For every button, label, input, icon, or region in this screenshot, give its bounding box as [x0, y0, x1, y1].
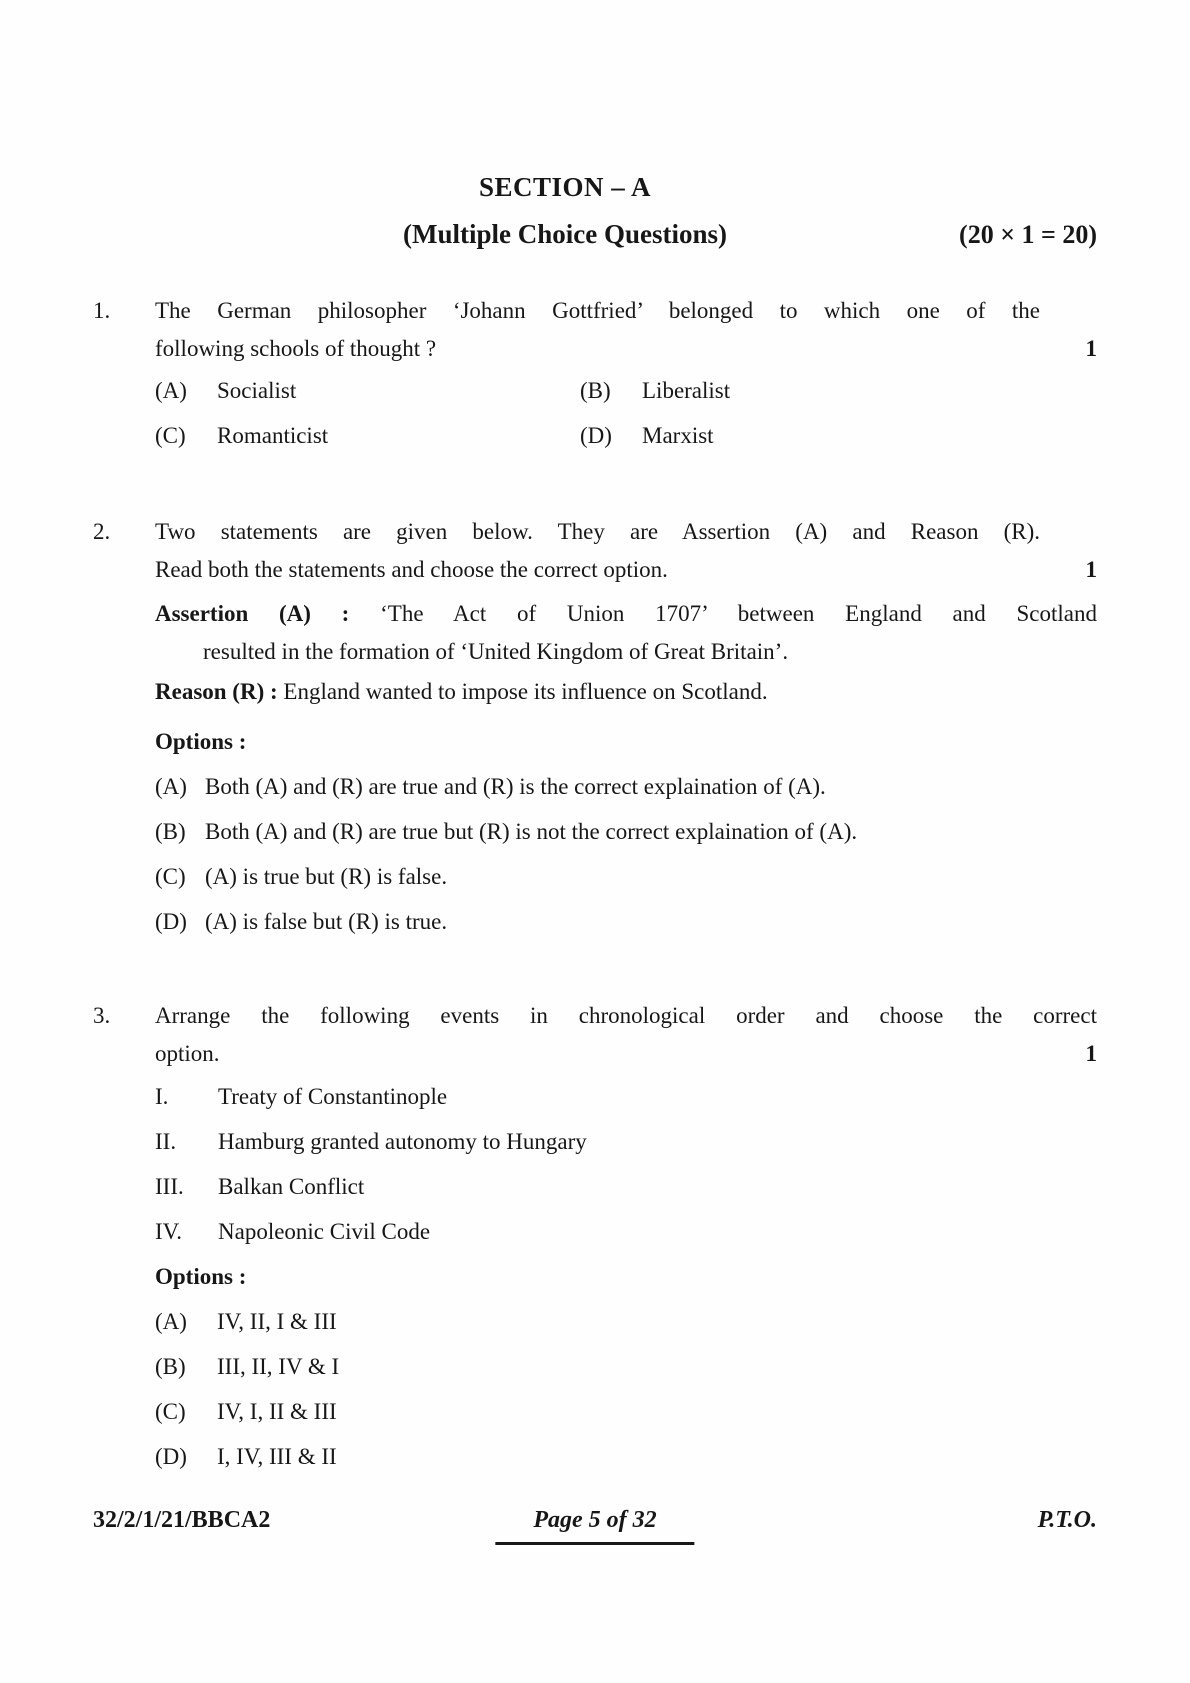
question-2-line-1: Two statements are given below. They are Assertion (A) and Reason (R).: [155, 519, 1040, 544]
paper-code: 32/2/1/21/BBCA2: [93, 1507, 271, 1533]
option-c-text: Romanticist: [217, 423, 329, 448]
question-2-option-d: [155, 903, 1097, 941]
assertion-label: Assertion (A) :: [155, 601, 350, 626]
option-b-label: (B): [155, 1354, 186, 1379]
page-indicator: Page 5 of 32: [495, 1505, 694, 1545]
reason-label: Reason (R) :: [155, 679, 278, 704]
option-b-label: (B): [155, 819, 186, 844]
question-1-number: 1.: [93, 298, 111, 323]
question-2-body: [155, 513, 1097, 948]
question-2-options-heading: Options :: [155, 729, 247, 754]
question-2-option-b: [155, 813, 1097, 851]
item-2-text: Hamburg granted autonomy to Hungary: [218, 1129, 587, 1154]
question-3-options-heading: Options :: [155, 1264, 247, 1289]
option-c-label: (C): [155, 423, 186, 448]
option-d-label: (D): [155, 909, 187, 934]
question-3-line-1: Arrange the following events in chronological order and choose the correct: [155, 1003, 1097, 1028]
item-4-numeral: IV.: [155, 1219, 183, 1244]
question-1: [93, 292, 1097, 455]
item-3-text: Balkan Conflict: [218, 1174, 365, 1199]
section-title: SECTION – A: [478, 172, 652, 202]
question-2-number: 2.: [93, 519, 111, 544]
question-1-option-b: [580, 372, 1097, 410]
item-3-numeral: III.: [155, 1174, 184, 1199]
question-2-option-a: [155, 768, 1097, 806]
option-d-text: (A) is false but (R) is true.: [205, 909, 448, 934]
question-1-option-c: [155, 417, 580, 455]
question-3-option-b: [155, 1348, 1097, 1386]
option-a-text: IV, II, I & III: [217, 1309, 337, 1334]
question-3-option-a: [155, 1303, 1097, 1341]
option-c-label: (C): [155, 864, 186, 889]
pto-label: P.T.O.: [1037, 1507, 1097, 1533]
page-footer: [93, 1505, 1097, 1535]
item-1-numeral: I.: [155, 1084, 169, 1109]
option-d-text: I, IV, III & II: [217, 1444, 337, 1469]
question-2-option-c: [155, 858, 1097, 896]
question-3-option-d: [155, 1438, 1097, 1476]
reason-text: England wanted to impose its influence on Scotland.: [283, 679, 768, 704]
question-3-items: [155, 1078, 1097, 1251]
question-3-marks: 1: [1085, 1041, 1097, 1066]
option-c-text: (A) is true but (R) is false.: [205, 864, 448, 889]
question-2-options: [155, 768, 1097, 941]
marks-scheme: (20 × 1 = 20): [959, 220, 1097, 249]
option-b-text: Both (A) and (R) are true but (R) is not the correct explaination of (A).: [205, 819, 858, 844]
option-b-text: Liberalist: [642, 378, 731, 403]
section-header: [93, 0, 1097, 251]
option-a-text: Socialist: [217, 378, 297, 403]
event-item-3: [155, 1168, 1097, 1206]
question-2-text-row: [155, 513, 1097, 589]
assertion-line-1: [155, 595, 1097, 633]
event-item-1: [155, 1078, 1097, 1116]
event-item-2: [155, 1123, 1097, 1161]
question-1-line-1: The German philosopher ‘Johann Gottfried’ belonged to which one of the: [155, 298, 1040, 323]
option-b-text: III, II, IV & I: [217, 1354, 340, 1379]
assertion-text: ‘The Act of Union 1707’ between England and Scotland: [380, 601, 1098, 626]
option-d-label: (D): [155, 1444, 187, 1469]
option-b-label: (B): [580, 378, 611, 403]
header-center: [93, 170, 1097, 251]
question-3-options: [155, 1303, 1097, 1476]
question-1-line-2: following schools of thought ?: [155, 336, 437, 361]
question-3-number: 3.: [93, 1003, 111, 1028]
option-a-label: (A): [155, 378, 187, 403]
section-subtitle: (Multiple Choice Questions): [403, 219, 727, 249]
question-3-body: [155, 997, 1097, 1483]
option-c-text: IV, I, II & III: [217, 1399, 337, 1424]
question-1-body: [155, 292, 1097, 455]
option-c-label: (C): [155, 1399, 186, 1424]
question-1-options: [155, 372, 1097, 455]
assertion-block: [155, 595, 1097, 671]
option-a-label: (A): [155, 1309, 187, 1334]
question-2-line-2: Read both the statements and choose the correct option.: [155, 557, 668, 582]
item-2-numeral: II.: [155, 1129, 177, 1154]
question-1-text-row: [155, 292, 1097, 368]
question-1-text: [155, 292, 1040, 368]
option-a-text: Both (A) and (R) are true and (R) is the correct explaination of (A).: [205, 774, 826, 799]
question-3-text-row: [155, 997, 1097, 1073]
question-2-marks: 1: [1085, 557, 1097, 582]
item-1-text: Treaty of Constantinople: [218, 1084, 448, 1109]
question-2: [93, 513, 1097, 948]
option-a-label: (A): [155, 774, 187, 799]
reason-block: [155, 673, 1097, 711]
question-3: [93, 997, 1097, 1483]
question-1-marks: 1: [1085, 336, 1097, 361]
item-4-text: Napoleonic Civil Code: [218, 1219, 431, 1244]
option-d-label: (D): [580, 423, 612, 448]
assertion-line-2: resulted in the formation of ‘United Kingdom of Great Britain’.: [203, 639, 789, 664]
event-item-4: [155, 1213, 1097, 1251]
question-1-option-a: [155, 372, 580, 410]
question-3-text: [155, 997, 1097, 1073]
question-2-text: [155, 513, 1040, 589]
question-3-line-2: option.: [155, 1041, 220, 1066]
option-d-text: Marxist: [642, 423, 714, 448]
question-1-option-d: [580, 417, 1097, 455]
question-3-option-c: [155, 1393, 1097, 1431]
